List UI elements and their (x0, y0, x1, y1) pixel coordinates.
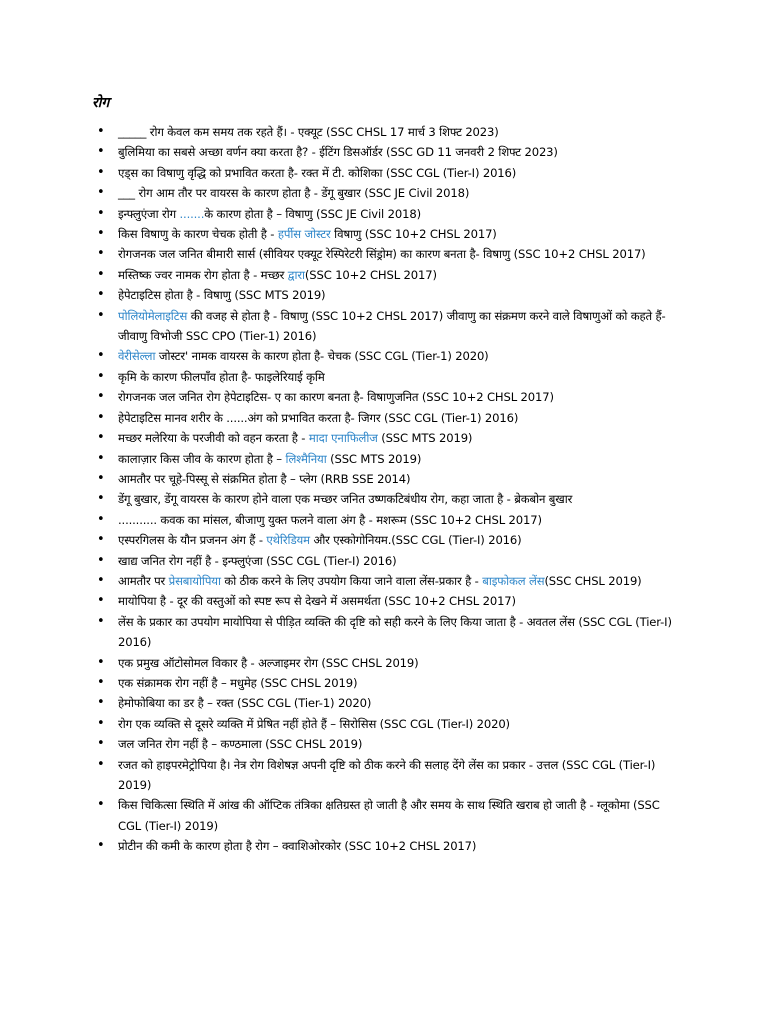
item-text: रोग एक व्यक्ति से दूसरे व्यक्ति में प्रेषित नहीं होते हैं – सिरोसिस (SSC CGL (Tier-I) 2020) (118, 716, 510, 731)
item-text: (SSC 10+2 CHSL 2017) (304, 267, 437, 282)
item-text: कृमि के कारण फीलपाँव होता है- फाइलेरियाई कृमि (118, 369, 325, 384)
highlighted-term: वेरीसेल्ला (118, 349, 156, 364)
highlighted-term: पोलियोमेलाइटिस (118, 308, 188, 323)
item-text: रोगजनक जल जनित रोग हेपेटाइटिस- ए का कारण बनता है- विषाणुजनित (SSC 10+2 CHSL 2017) (118, 390, 554, 405)
list-item (118, 693, 678, 713)
highlighted-term: ....... (179, 206, 205, 221)
item-text: कालाज़ार किस जीव के कारण होता है – (118, 451, 286, 466)
list-item (118, 367, 678, 387)
list-item (118, 265, 678, 285)
highlighted-term: प्रेसबायोपिया (168, 573, 221, 588)
list-item (118, 224, 678, 244)
item-text: और एस्कोगोनियम.(SSC CGL (Tier-I) 2016) (309, 533, 522, 548)
item-text: ........... कवक का मांसल, बीजाणु युक्त फलने वाला अंग है - मशरूम (SSC 10+2 CHSL 2017) (118, 512, 542, 527)
list-item (118, 346, 678, 366)
item-text: हेपेटाइटिस मानव शरीर के ......अंग को प्रभावित करता है- जिगर (SSC CGL (Tier-1) 2016) (118, 410, 519, 425)
item-text: (SSC CHSL 2019) (544, 573, 642, 588)
item-text: आमतौर पर (118, 573, 169, 588)
list-item (118, 612, 678, 653)
list-item (118, 408, 678, 428)
item-text: बुलिमिया का सबसे अच्छा वर्णन क्या करता है? - ईटिंग डिसऑर्डर (SSC GD 11 जनवरी 2 शिफ्ट 2023) (118, 145, 558, 160)
item-text: मच्छर मलेरिया के परजीवी को वहन करता है - (118, 431, 309, 446)
item-text: आमतौर पर चूहे-पिस्सू से संक्रमित होता है – प्लेग (RRB SSE 2014) (118, 471, 411, 486)
item-text: विषाणु (SSC 10+2 CHSL 2017) (330, 227, 497, 242)
list-item (118, 285, 678, 305)
item-text: किस विषाणु के कारण चेचक होती है - (118, 227, 278, 242)
highlighted-term: एथेरिडियम (266, 533, 310, 548)
list-item (118, 183, 678, 203)
item-text: मस्तिष्क ज्वर नामक रोग होता है - मच्छर (118, 267, 288, 282)
list-item (118, 714, 678, 734)
list-item (118, 795, 678, 836)
section-heading: रोग (92, 95, 110, 111)
highlighted-term: लिश्मैनिया (285, 451, 327, 466)
list-item (118, 551, 678, 571)
list-item (118, 204, 678, 224)
list-item (118, 387, 678, 407)
item-text: जोस्टर' नामक वायरस के कारण होता है- चेचक (SSC CGL (Tier-1) 2020) (155, 349, 489, 364)
item-text: मायोपिया है - दूर की वस्तुओं को स्पष्ट रूप से देखने में असमर्थता (SSC 10+2 CHSL 2017) (118, 594, 516, 609)
list-item (118, 306, 678, 347)
item-text: _____ रोग केवल कम समय तक रहते हैं। - एक्यूट (SSC CHSL 17 मार्च 3 शिफ्ट 2023) (118, 125, 499, 139)
item-text: हेपेटाइटिस होता है - विषाणु (SSC MTS 2019) (118, 288, 326, 303)
list-item (118, 244, 678, 264)
list-item (118, 571, 678, 591)
bullet-list (118, 122, 678, 857)
list-item (118, 530, 678, 550)
item-text: एक संक्रामक रोग नहीं है – मधुमेह (SSC CHSL 2019) (118, 675, 358, 690)
list-item (118, 449, 678, 469)
item-text: (SSC MTS 2019) (326, 451, 422, 466)
item-text: रोगजनक जल जनित बीमारी सार्स (सीवियर एक्यूट रेस्पिरेटरी सिंड्रोम) का कारण बनता है- विषाणु (SSC 10+2 CHSL 2017) (118, 247, 646, 262)
item-text: इन्फ्लुएंजा रोग (118, 206, 180, 221)
item-text: एक प्रमुख ऑटोसोमल विकार है - अल्जाइमर रोग (SSC CHSL 2019) (118, 655, 419, 670)
list-item (118, 469, 678, 489)
item-text: खाद्य जनित रोग नहीं है - इन्फ्लुएंजा (SSC CGL (Tier-I) 2016) (118, 553, 397, 568)
item-text: रजत को हाइपरमेट्रोपिया है। नेत्र रोग विशेषज्ञ अपनी दृष्टि को ठीक करने की सलाह देंगे लेंस का प्रकार - उत्तल (SSC CGL (Tier-I) 2019) (118, 757, 656, 792)
item-text: के कारण होता है – विषाणु (SSC JE Civil 2018) (204, 206, 421, 221)
item-text: जल जनित रोग नहीं है – कण्ठमाला (SSC CHSL 2019) (118, 737, 363, 752)
list-item (118, 428, 678, 448)
item-text: (SSC MTS 2019) (377, 431, 473, 446)
item-text: ___ रोग आम तौर पर वायरस के कारण होता है - डेंगू बुखार (SSC JE Civil 2018) (118, 186, 470, 201)
list-item (118, 163, 678, 183)
item-text: डेंगू बुखार, डेंगू वायरस के कारण होने वाला एक मच्छर जनित उष्णकटिबंधीय रोग, कहा जाता है - ब्रेकबोन बुखार (118, 492, 573, 507)
list-item (118, 653, 678, 673)
item-text: प्रोटीन की कमी के कारण होता है रोग – क्वाशिओरकोर (SSC 10+2 CHSL 2017) (118, 839, 477, 854)
list-item (118, 142, 678, 162)
item-text: हेमोफोबिया का डर है – रक्त (SSC CGL (Tier-1) 2020) (118, 696, 372, 711)
list-item (118, 122, 678, 142)
list-item (118, 489, 678, 509)
item-text: एस्परगिलस के यौन प्रजनन अंग हैं - (118, 533, 267, 548)
item-text: किस चिकित्सा स्थिति में आंख की ऑप्टिक तंत्रिका क्षतिग्रस्त हो जाती है और समय के साथ स्थिति खराब हो जाती है - ग्लूकोमा (SSC CGL (Tier-I) 2019) (118, 798, 660, 833)
highlighted-term: बाइफोकल लेंस (482, 573, 545, 588)
list-item (118, 510, 678, 530)
item-text: की वजह से होता है - विषाणु (SSC 10+2 CHSL 2017) जीवाणु का संक्रमण करने वाले विषाणुओं को कहते हैं- जीवाणु विभोजी SSC CPO (Tier-1) 2016) (118, 308, 666, 344)
highlighted-term: मादा एनाफिलीज (308, 431, 378, 446)
list-item (118, 734, 678, 754)
highlighted-term: द्वारा (287, 267, 305, 282)
list-item (118, 673, 678, 693)
item-text: लेंस के प्रकार का उपयोग मायोपिया से पीड़ित व्यक्ति की दृष्टि को सही करने के लिए किया जाता है - अवतल लेंस (SSC CGL (Tier-I) 2016) (118, 614, 672, 650)
item-text: एड्स का विषाणु वृद्धि को प्रभावित करता है- रक्त में टी. कोशिका (SSC CGL (Tier-I) 2016) (118, 165, 517, 180)
item-text: को ठीक करने के लिए उपयोग किया जाने वाला लेंस-प्रकार है - (220, 573, 483, 588)
list-item (118, 755, 678, 796)
list-item (118, 591, 678, 611)
highlighted-term: हर्पीस जोस्टर (277, 227, 331, 242)
list-item (118, 836, 678, 856)
